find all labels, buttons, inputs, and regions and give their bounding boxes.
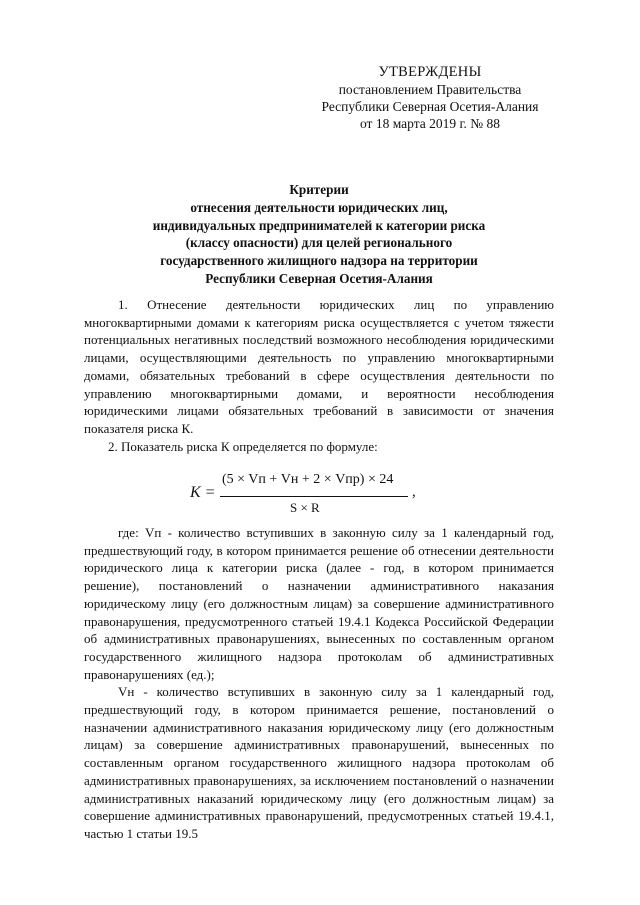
criteria-line: индивидуальных предпринимателей к категории риска (152, 217, 486, 233)
criteria-title: Критерии (289, 182, 349, 197)
formula-comma: , (412, 484, 416, 500)
formula-lhs: K = (190, 484, 216, 501)
approval-heading: УТВЕРЖДЕНЫ (378, 64, 482, 80)
formula-denominator: S × R (290, 500, 320, 515)
paragraph-definition-vn: Vн - количество вступивших в законную силу за 1 календарный год, предшествующий году, в котором принимается решение, постановлений о назначении административного наказания юридическому лицу (его должностным лицам) за совершение административных правонарушений, вынесенных по составленным органом государственного жилищного надзора протоколам об административных правонарушениях, за исключением постановлений о назначении административных наказаний юридическому лицу (его должностным лицам) за совершение административных правонарушений, предусмотренных статьей 19.4.1, частью 1 статьи 19.5 (84, 684, 554, 841)
body-text-continued (84, 524, 554, 843)
body-text (84, 296, 554, 455)
approval-block (300, 64, 560, 132)
risk-formula (190, 472, 490, 520)
formula-fraction-bar (220, 496, 408, 497)
approval-line: от 18 марта 2019 г. № 88 (359, 116, 501, 131)
criteria-line: отнесения деятельности юридических лиц, (190, 199, 448, 215)
paragraph-definition-vp: где: Vп - количество вступивших в законную силу за 1 календарный год, предшествующий году, в котором принимается решение об отнесении деятельности юридического лица к категории риска (далее - год, в котором принимается решение), постановлений о назначении административного наказания юридическому лицу (его должностным лицам) за совершение административного правонарушения, предусмотренного статьей 19.4.1 Кодекса Российской Федерации об административных правонарушениях, вынесенных по составленным органом государственного жилищного надзора протоколам об административных правонарушениях (ед.); (84, 525, 554, 682)
criteria-line: (классу опасности) для целей регионального (185, 235, 453, 251)
paragraph-1: 1. Отнесение деятельности юридических лиц по управлению многоквартирными домами к категориям риска осуществляется с учетом тяжести потенциальных негативных последствий возможного несоблюдения юридическими лицами, осуществляющими деятельность по управлению многоквартирными домами, обязательных требований в сфере осуществления деятельности по управлению многоквартирными домами, и вероятности несоблюдения юридическими лицами обязательных требований в зависимости от значения показателя риска К. (84, 297, 554, 436)
criteria-line: Республики Северная Осетия-Алания (205, 270, 433, 286)
approval-line: постановлением Правительства (338, 82, 522, 97)
criteria-title-block (84, 181, 554, 288)
formula-numerator: (5 × Vп + Vн + 2 × Vпр) × 24 (222, 472, 394, 487)
criteria-line: государственного жилищного надзора на территории (160, 253, 478, 269)
paragraph-2: 2. Показатель риска К определяется по формуле: (108, 438, 378, 454)
approval-line: Республики Северная Осетия-Алания (321, 99, 539, 114)
